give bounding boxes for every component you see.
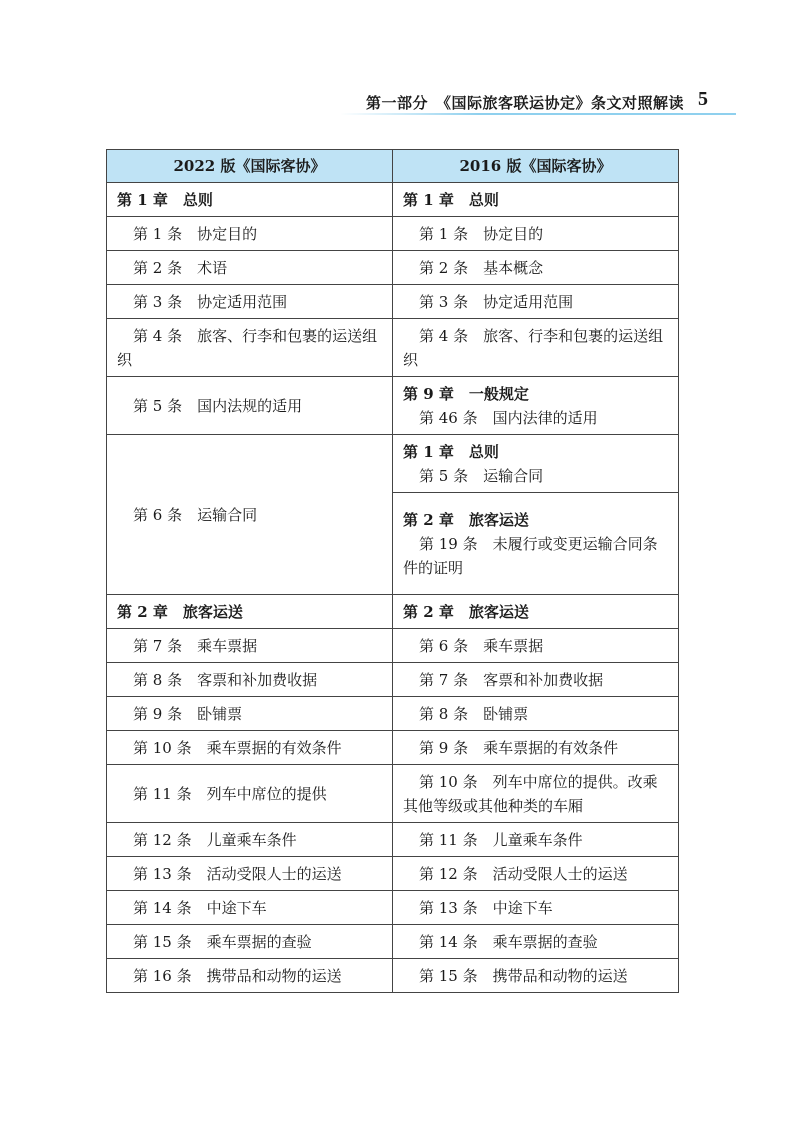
article-cell-right: 第 11 条 儿童乘车条件 <box>393 823 679 857</box>
chapter-cell-right: 第 1 章 总则 <box>393 183 679 217</box>
header-rule <box>340 113 736 115</box>
table-row <box>107 629 679 663</box>
table-row <box>107 891 679 925</box>
chapter-cell-left: 第 2 章 旅客运送 <box>107 595 393 629</box>
article-cell-left: 第 9 条 卧铺票 <box>107 697 393 731</box>
split-cell-right <box>393 493 679 595</box>
article-cell-left: 第 7 条 乘车票据 <box>107 629 393 663</box>
table-row <box>107 377 679 435</box>
table-row <box>107 731 679 765</box>
article-cell-left: 第 15 条 乘车票据的查验 <box>107 925 393 959</box>
table-row <box>107 595 679 629</box>
article-cell-right: 第 3 条 协定适用范围 <box>393 285 679 319</box>
table-row <box>107 319 679 377</box>
article-cell-right: 第 7 条 客票和补加费收据 <box>393 663 679 697</box>
article-label: 第 19 条 未履行或变更运输合同条件的证明 <box>403 534 658 577</box>
table-row <box>107 251 679 285</box>
column-header-2022: 2022 版《国际客协》 <box>107 150 393 183</box>
table-row <box>107 285 679 319</box>
table-row <box>107 183 679 217</box>
chapter-cell-right: 第 2 章 旅客运送 <box>393 595 679 629</box>
article-cell-right: 第 8 条 卧铺票 <box>393 697 679 731</box>
article-cell-left: 第 16 条 携带品和动物的运送 <box>107 959 393 993</box>
running-header-title: 第一部分 《国际旅客联运协定》条文对照解读 <box>365 94 684 112</box>
article-cell-left: 第 6 条 运输合同 <box>107 435 393 595</box>
article-cell-right: 第 2 条 基本概念 <box>393 251 679 285</box>
article-cell-right: 第 14 条 乘车票据的查验 <box>393 925 679 959</box>
article-cell-left: 第 1 条 协定目的 <box>107 217 393 251</box>
article-cell-left: 第 4 条 旅客、行李和包裹的运送组织 <box>107 319 393 377</box>
chapter-cell-left: 第 1 章 总则 <box>107 183 393 217</box>
article-cell-right: 第 12 条 活动受限人士的运送 <box>393 857 679 891</box>
chapter-label: 第 1 章 总则 <box>403 442 499 461</box>
article-cell-left: 第 13 条 活动受限人士的运送 <box>107 857 393 891</box>
article-cell-left: 第 5 条 国内法规的适用 <box>107 377 393 435</box>
comparison-table <box>106 149 679 993</box>
chapter-label: 第 9 章 一般规定 <box>403 384 529 403</box>
split-cell-right <box>393 435 679 493</box>
table-row <box>107 959 679 993</box>
table-row <box>107 823 679 857</box>
article-cell-right: 第 6 条 乘车票据 <box>393 629 679 663</box>
article-cell-right: 第 1 条 协定目的 <box>393 217 679 251</box>
article-cell-left: 第 8 条 客票和补加费收据 <box>107 663 393 697</box>
table-row <box>107 663 679 697</box>
chapter-label: 第 2 章 旅客运送 <box>403 510 529 529</box>
article-cell-left: 第 3 条 协定适用范围 <box>107 285 393 319</box>
article-label: 第 5 条 运输合同 <box>419 466 544 485</box>
article-cell-left: 第 2 条 术语 <box>107 251 393 285</box>
article-label: 第 46 条 国内法律的适用 <box>419 408 598 427</box>
table-row <box>107 765 679 823</box>
article-cell-right: 第 13 条 中途下车 <box>393 891 679 925</box>
table-row <box>107 857 679 891</box>
article-cell-right: 第 4 条 旅客、行李和包裹的运送组织 <box>393 319 679 377</box>
column-header-2016: 2016 版《国际客协》 <box>393 150 679 183</box>
table-row <box>107 217 679 251</box>
article-cell-right: 第 10 条 列车中席位的提供。改乘其他等级或其他种类的车厢 <box>393 765 679 823</box>
article-cell-right: 第 15 条 携带品和动物的运送 <box>393 959 679 993</box>
table-row <box>107 925 679 959</box>
table-header-row <box>107 150 679 183</box>
article-cell-left: 第 12 条 儿童乘车条件 <box>107 823 393 857</box>
article-cell-right: 第 9 条 乘车票据的有效条件 <box>393 731 679 765</box>
running-header <box>0 88 800 120</box>
table-row <box>107 435 679 493</box>
page-number: 5 <box>698 88 708 110</box>
article-cell-left: 第 10 条 乘车票据的有效条件 <box>107 731 393 765</box>
table-row <box>107 697 679 731</box>
article-cell-left: 第 11 条 列车中席位的提供 <box>107 765 393 823</box>
split-cell-right <box>393 377 679 435</box>
article-cell-left: 第 14 条 中途下车 <box>107 891 393 925</box>
